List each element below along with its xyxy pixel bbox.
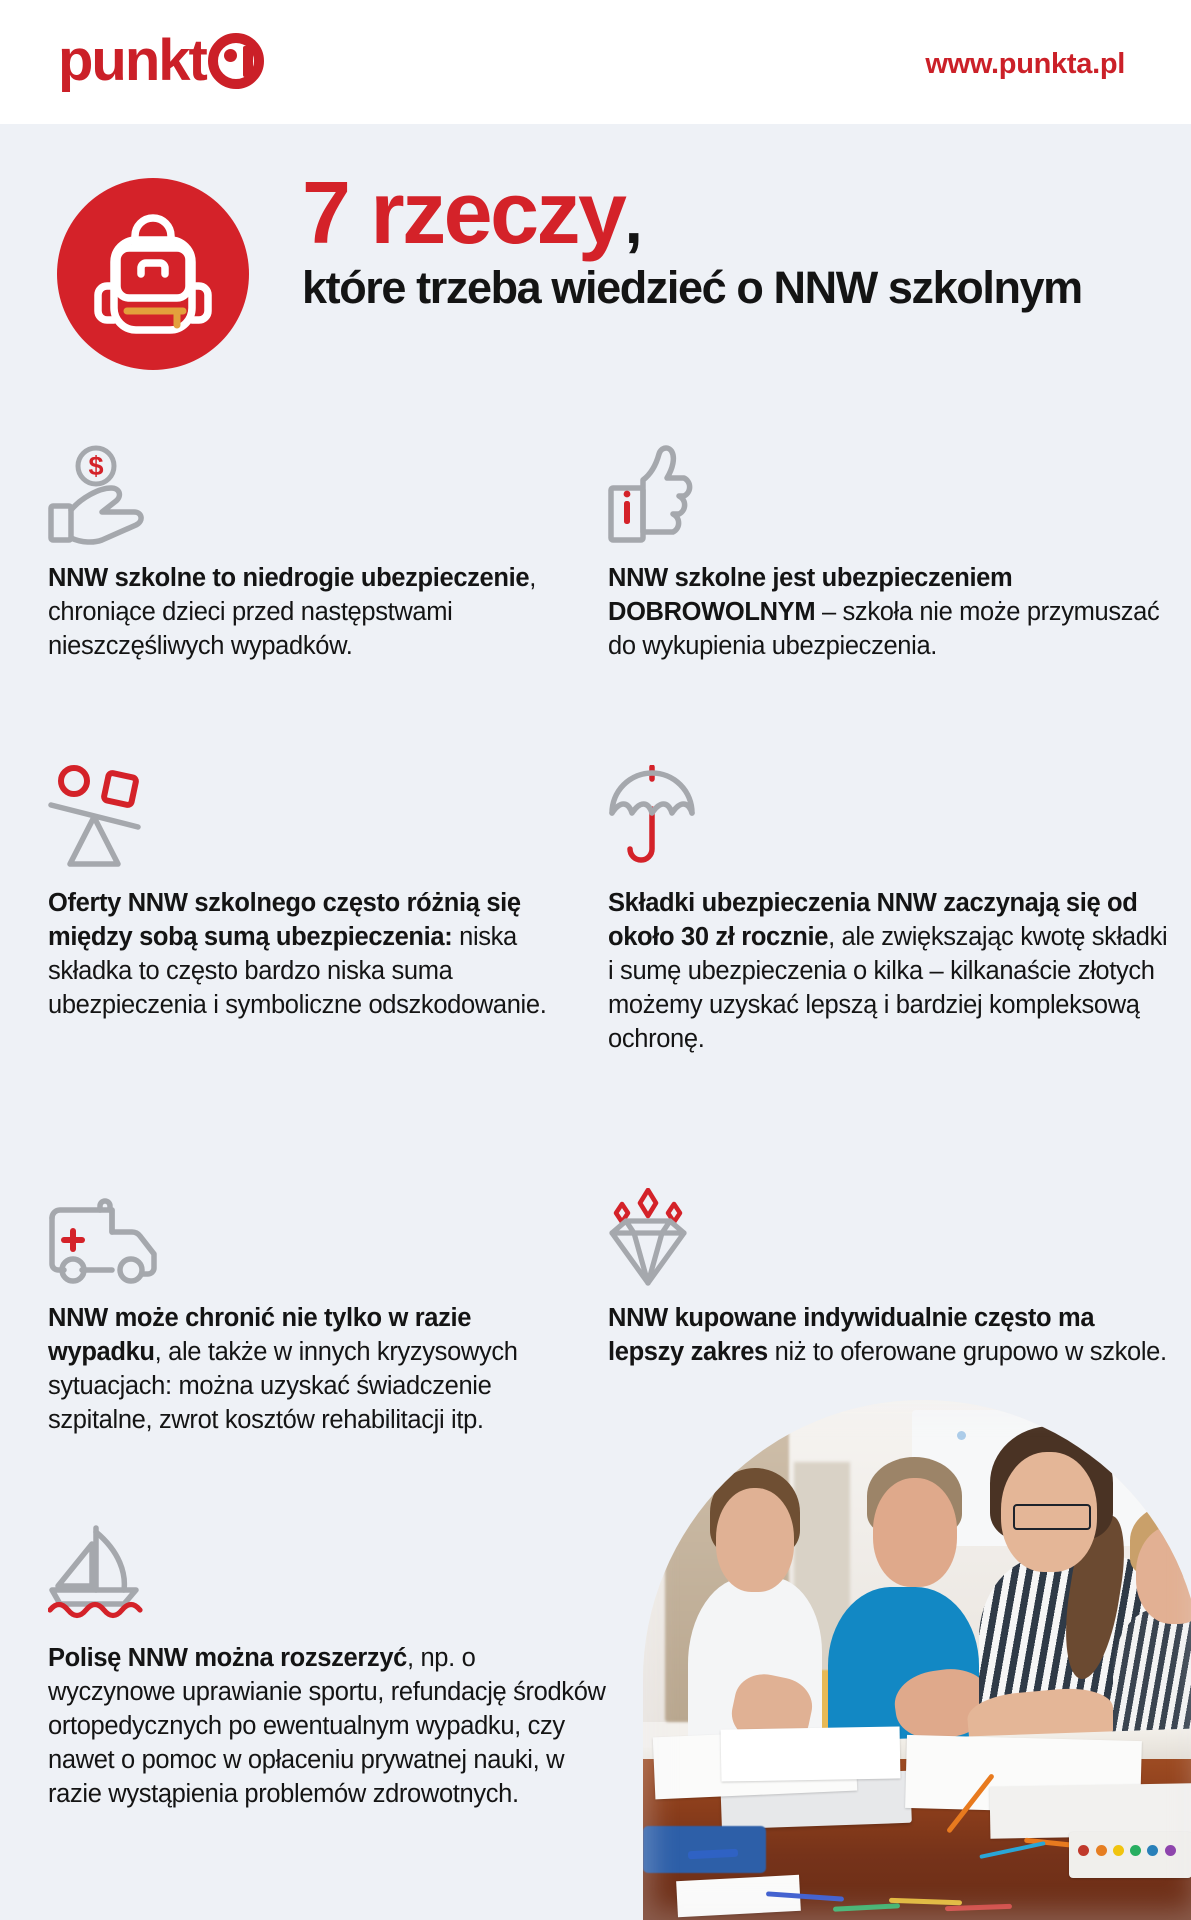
punkta-logo[interactable] (58, 30, 264, 92)
fact-bold: Składki ubezpieczenia NNW zaczynają się od około 30 zł rocznie (608, 889, 1138, 951)
fact-body (608, 1302, 1168, 1370)
fact-item (608, 1180, 1168, 1370)
logo-wordmark: punkt (58, 28, 206, 93)
headline-comma: , (624, 183, 641, 257)
page-subtitle: które trzeba wiedzieć o NNW szkolnym (302, 261, 1082, 313)
fact-bold: Oferty NNW szkolnego często różnią się między sobą sumą ubezpieczenia: (48, 889, 521, 951)
fact-item (608, 765, 1168, 1057)
fact-item (48, 1520, 608, 1812)
fact-rest: , np. o wyczynowe uprawianie sportu, refundację środków ortopedycznych po ewentualnym wypadku, czy nawet o pomoc w opłaceniu prywatnej nauki, w razie wystąpienia problemów zdrowotnych. (48, 1644, 606, 1808)
page-header (0, 0, 1191, 124)
fact-bold: NNW może chronić nie tylko w razie wypadku (48, 1304, 472, 1366)
fact-rest: – szkoła nie może przymuszać do wykupienia ubezpieczenia. (608, 597, 1160, 660)
fact-bold: NNW kupowane indywidualnie często ma lepszy zakres (608, 1304, 1095, 1366)
site-url-link[interactable]: www.punkta.pl (925, 48, 1125, 80)
fact-item (48, 440, 568, 664)
fact-body (48, 562, 568, 664)
fact-rest: niska składka to często bardzo niska suma ubezpieczenia i symboliczne odszkodowanie. (48, 922, 547, 1019)
fact-body (608, 562, 1168, 664)
title-text-group (302, 163, 1182, 313)
svg-text:$: $ (88, 451, 104, 481)
balance-scale-icon (48, 765, 568, 873)
photo-scene (643, 1400, 1191, 1920)
backpack-icon (57, 178, 249, 370)
classroom-photo (643, 1400, 1191, 1920)
hand-with-coin-icon (48, 440, 568, 548)
page-title (302, 163, 1182, 262)
fact-rest: niż to oferowane grupowo w szkole. (767, 1337, 1167, 1366)
fact-body (48, 1302, 568, 1438)
punkta-a-logomark-icon (208, 33, 264, 89)
fact-item (48, 1180, 568, 1438)
fact-bold: NNW szkolne jest ubezpieczeniem DOBROWOLNYM (608, 564, 1013, 626)
sailboat-icon (48, 1520, 608, 1628)
fact-body (48, 887, 568, 1023)
headline-text: 7 rzeczy (302, 163, 625, 262)
fact-body (608, 887, 1168, 1057)
umbrella-icon (608, 765, 1168, 873)
diamond-icon (608, 1180, 1168, 1288)
fact-item (48, 765, 568, 1023)
fact-bold: NNW szkolne to niedrogie ubezpieczenie (48, 564, 530, 592)
fact-item (608, 440, 1168, 664)
fact-body (48, 1642, 608, 1812)
thumbs-up-info-icon (608, 440, 1168, 548)
title-block (0, 163, 1191, 358)
backpack-badge (57, 178, 249, 370)
fact-rest: , ale zwiększając kwotę składki i sumę ubezpieczenia o kilka – kilkanaście złotych możemy uzyskać lepszą i bardziej kompleksową ochronę. (608, 922, 1168, 1053)
fact-rest: , chroniące dzieci przed następstwami nieszczęśliwych wypadków. (48, 564, 536, 660)
fact-bold: Polisę NNW można rozszerzyć (48, 1644, 407, 1672)
fact-rest: , ale także w innych kryzysowych sytuacjach: można uzyskać świadczenie szpitalne, zwrot kosztów rehabilitacji itp. (48, 1337, 518, 1434)
ambulance-icon (48, 1180, 568, 1288)
